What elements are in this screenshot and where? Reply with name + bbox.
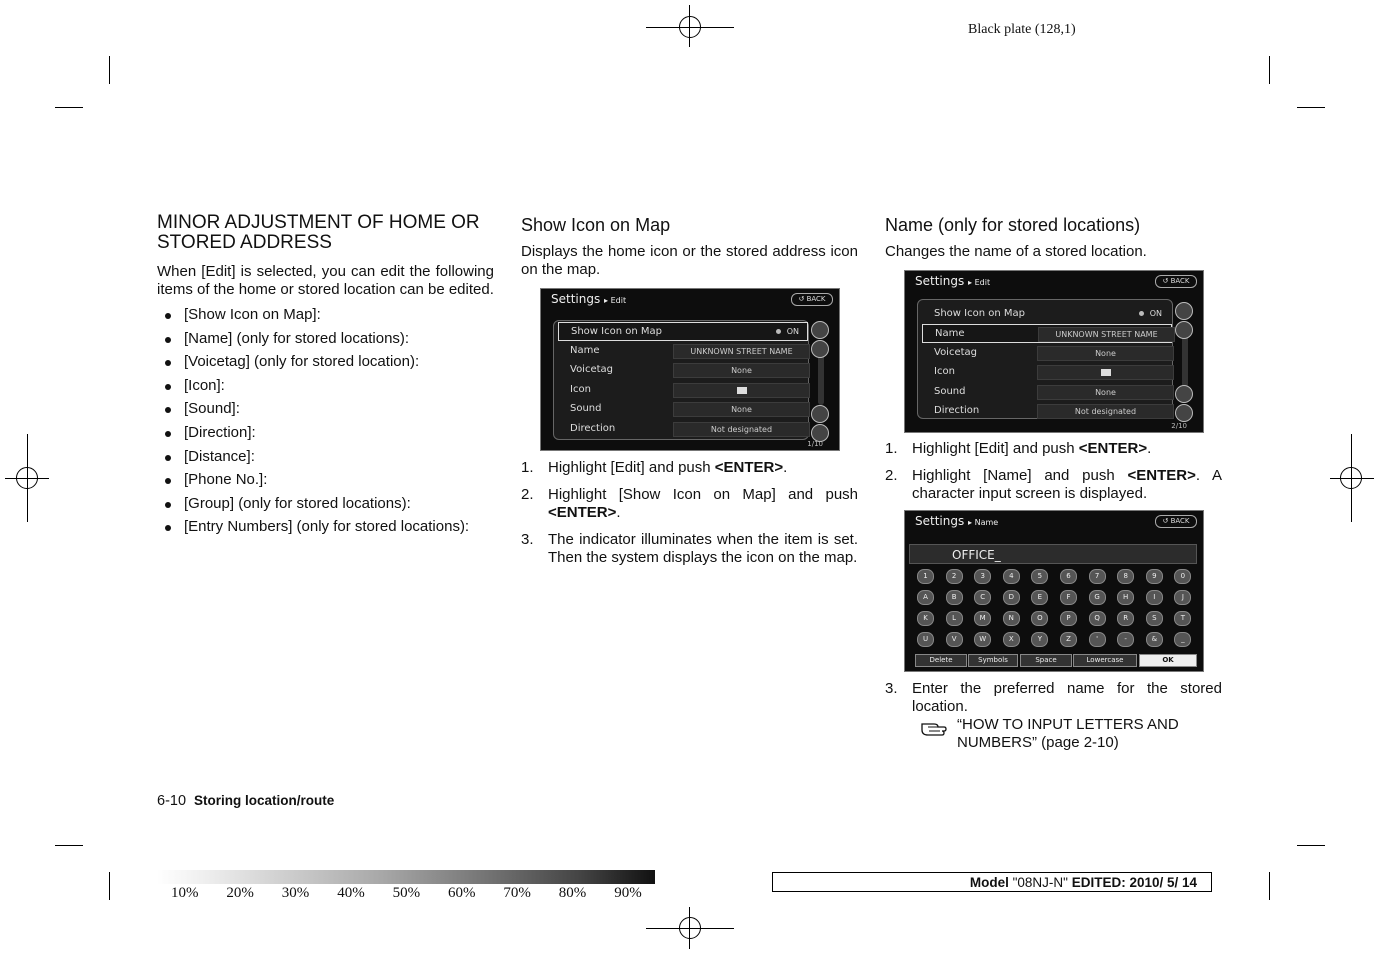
step-item: 1. Highlight [Edit] and push <ENTER>. [885, 440, 1152, 457]
percent-label: 90% [614, 885, 642, 901]
registration-circle [679, 917, 701, 939]
crop-mark [1297, 107, 1325, 108]
settings-row-direction[interactable]: Direction Not designated [922, 402, 1170, 419]
ok-button[interactable]: OK [1139, 654, 1197, 667]
key-T[interactable]: T [1174, 611, 1191, 626]
list-item: [Voicetag] (only for stored location): [157, 353, 494, 371]
key-A[interactable]: A [917, 590, 934, 605]
steps-list [885, 440, 1222, 503]
on-indicator: ON [1139, 305, 1162, 322]
list-item: [Direction]: [157, 424, 494, 442]
settings-edit-screen [904, 270, 1204, 433]
percent-label: 40% [337, 885, 365, 901]
percent-label: 60% [448, 885, 476, 901]
section-heading: MINOR ADJUSTMENT OF HOME OR STORED ADDRESS [157, 212, 480, 253]
settings-row-sound[interactable]: Sound None [558, 400, 806, 417]
key-H[interactable]: H [1117, 590, 1134, 605]
key-X[interactable]: X [1003, 632, 1020, 647]
column-show-icon [521, 215, 858, 279]
crop-mark [1269, 872, 1270, 900]
percent-label: 50% [392, 885, 421, 901]
back-button[interactable]: ↺ BACK [1155, 275, 1197, 288]
key-5[interactable]: 5 [1031, 569, 1048, 584]
flag-icon [737, 387, 747, 394]
settings-row-voicetag[interactable]: Voicetag None [922, 344, 1170, 361]
crop-mark [1269, 56, 1270, 84]
page-indicator: 1/10 [807, 440, 823, 448]
key-F[interactable]: F [1060, 590, 1077, 605]
back-button[interactable]: ↺ BACK [791, 293, 833, 306]
key-8[interactable]: 8 [1117, 569, 1134, 584]
list-item: [Entry Numbers] (only for stored locations): [157, 518, 494, 536]
page-indicator: 2/10 [1171, 422, 1187, 430]
key-4[interactable]: 4 [1003, 569, 1020, 584]
scroll-up-icon[interactable] [811, 340, 829, 358]
step-item: 2. Highlight [Show Icon on Map] and push <ENTER>. [521, 486, 858, 521]
list-item: [Show Icon on Map]: [157, 306, 494, 324]
key-V[interactable]: V [946, 632, 963, 647]
percent-label: 80% [558, 885, 587, 901]
crop-mark [109, 872, 110, 900]
scroll-down-icon[interactable] [1175, 385, 1193, 403]
crop-mark [55, 845, 83, 846]
key-G[interactable]: G [1089, 590, 1106, 605]
registration-circle [16, 467, 38, 489]
subsection-heading: Show Icon on Map [521, 215, 671, 235]
key-&[interactable]: & [1146, 632, 1163, 647]
screen-title: Settings ▸ Edit [551, 292, 627, 306]
back-arrow-icon: ↺ [1162, 277, 1169, 285]
key-S[interactable]: S [1146, 611, 1163, 626]
settings-row-name[interactable]: Name UNKNOWN STREET NAME [922, 324, 1172, 343]
key-O[interactable]: O [1031, 611, 1048, 626]
key-U[interactable]: U [917, 632, 934, 647]
on-indicator: ON [776, 323, 799, 340]
column-name [885, 215, 1222, 261]
back-arrow-icon: ↺ [1162, 517, 1169, 525]
key-R[interactable]: R [1117, 611, 1134, 626]
key-0[interactable]: 0 [1174, 569, 1191, 584]
key-D[interactable]: D [1003, 590, 1020, 605]
key-1[interactable]: 1 [917, 569, 934, 584]
column-name-step3 [885, 680, 1222, 752]
gray-scale-bar [157, 870, 655, 884]
page-up-icon[interactable] [811, 321, 829, 339]
step-item: 2. Highlight [Name] and push <ENTER>. A character input screen is displayed. [885, 467, 1223, 502]
intro-paragraph: Displays the home icon or the stored address icon on the map. [521, 243, 858, 278]
key-J[interactable]: J [1174, 590, 1191, 605]
flag-icon [1101, 369, 1111, 376]
key-I[interactable]: I [1146, 590, 1163, 605]
key-N[interactable]: N [1003, 611, 1020, 626]
column-minor-adjustment [157, 213, 494, 542]
key--[interactable]: - [1117, 632, 1134, 647]
key-Z[interactable]: Z [1060, 632, 1077, 647]
settings-row-name[interactable]: Name UNKNOWN STREET NAME [558, 342, 806, 359]
scroll-up-icon[interactable] [1175, 321, 1193, 339]
steps-list [885, 680, 1222, 716]
list-item: [Icon]: [157, 377, 494, 395]
page-up-icon[interactable] [1175, 302, 1193, 320]
key-2[interactable]: 2 [946, 569, 963, 584]
step-item: 1. Highlight [Edit] and push <ENTER>. [521, 459, 788, 476]
column-show-icon-steps [521, 459, 858, 576]
screen-title: Settings ▸ Edit [915, 274, 991, 288]
back-button[interactable]: ↺ BACK [1155, 515, 1197, 528]
list-item: [Sound]: [157, 400, 494, 418]
settings-row-icon[interactable]: Icon [922, 363, 1170, 380]
key-_[interactable]: _ [1174, 632, 1191, 647]
settings-list [553, 320, 809, 440]
settings-row-sound[interactable]: Sound None [922, 383, 1170, 400]
key-6[interactable]: 6 [1060, 569, 1077, 584]
percent-label: 10% [171, 885, 199, 901]
percent-label: 70% [503, 885, 531, 901]
key-B[interactable]: B [946, 590, 963, 605]
settings-list [917, 299, 1173, 419]
settings-row-icon[interactable]: Icon [558, 381, 806, 398]
key-7[interactable]: 7 [1089, 569, 1106, 584]
edit-items-list [157, 306, 494, 536]
key-'[interactable]: ' [1089, 632, 1106, 647]
page-number: 6-10 [157, 793, 187, 809]
key-E[interactable]: E [1031, 590, 1048, 605]
registration-circle [679, 16, 701, 38]
crop-mark [1297, 845, 1325, 846]
settings-row-voicetag[interactable]: Voicetag None [558, 361, 806, 378]
key-M[interactable]: M [974, 611, 991, 626]
name-entry-field[interactable]: OFFICE_ [909, 544, 1197, 564]
scroll-down-icon[interactable] [811, 405, 829, 423]
key-C[interactable]: C [974, 590, 991, 605]
character-input-screen [904, 510, 1204, 672]
lowercase-button[interactable]: Lowercase [1073, 654, 1137, 667]
key-K[interactable]: K [917, 611, 934, 626]
settings-row-show-icon[interactable]: Show Icon on Map ON [922, 305, 1170, 322]
symbols-button[interactable]: Symbols [968, 654, 1018, 667]
settings-edit-screen [540, 288, 840, 451]
key-3[interactable]: 3 [974, 569, 991, 584]
list-item: [Name] (only for stored locations): [157, 330, 494, 348]
key-Q[interactable]: Q [1089, 611, 1106, 626]
step-item: 3. The indicator illuminates when the item is set. Then the system displays the icon on the map. [521, 531, 858, 566]
key-Y[interactable]: Y [1031, 632, 1048, 647]
registration-circle [1340, 467, 1362, 489]
page-footer [157, 793, 334, 809]
settings-row-show-icon[interactable]: Show Icon on Map ON [558, 322, 808, 341]
plate-label: Black plate (128,1) [968, 22, 1076, 37]
list-item: [Group] (only for stored locations): [157, 495, 494, 513]
steps-list [521, 459, 858, 567]
screen-title: Settings ▸ Name [915, 514, 999, 528]
subsection-heading: Name (only for stored locations) [885, 215, 1141, 235]
section-name: Storing location/route [194, 793, 335, 808]
back-arrow-icon: ↺ [798, 295, 805, 303]
model-edited-box: Model "08NJ-N" EDITED: 2010/ 5/ 14 [772, 872, 1212, 892]
space-button[interactable]: Space [1020, 654, 1072, 667]
reference-note: “HOW TO INPUT LETTERS AND NUMBERS” (page 2-10) [920, 716, 1222, 752]
list-item: [Distance]: [157, 448, 494, 466]
intro-paragraph: When [Edit] is selected, you can edit the following items of the home or stored location can be edited. [157, 263, 494, 298]
key-W[interactable]: W [974, 632, 991, 647]
percent-label: 20% [226, 885, 254, 901]
scrollbar-track[interactable] [818, 351, 824, 405]
crop-mark [55, 107, 83, 108]
percent-label: 30% [281, 885, 310, 901]
intro-paragraph: Changes the name of a stored location. [885, 243, 1147, 260]
crop-mark [109, 56, 110, 84]
step-item: 3. Enter the preferred name for the stored location. [885, 680, 1222, 715]
key-L[interactable]: L [946, 611, 963, 626]
pointing-hand-icon [920, 718, 948, 736]
page-down-icon[interactable] [1175, 404, 1193, 422]
column-name-steps [885, 440, 1222, 512]
list-item: [Phone No.]: [157, 471, 494, 489]
settings-row-direction[interactable]: Direction Not designated [558, 420, 806, 437]
delete-button[interactable]: Delete [915, 654, 967, 667]
key-P[interactable]: P [1060, 611, 1077, 626]
key-9[interactable]: 9 [1146, 569, 1163, 584]
